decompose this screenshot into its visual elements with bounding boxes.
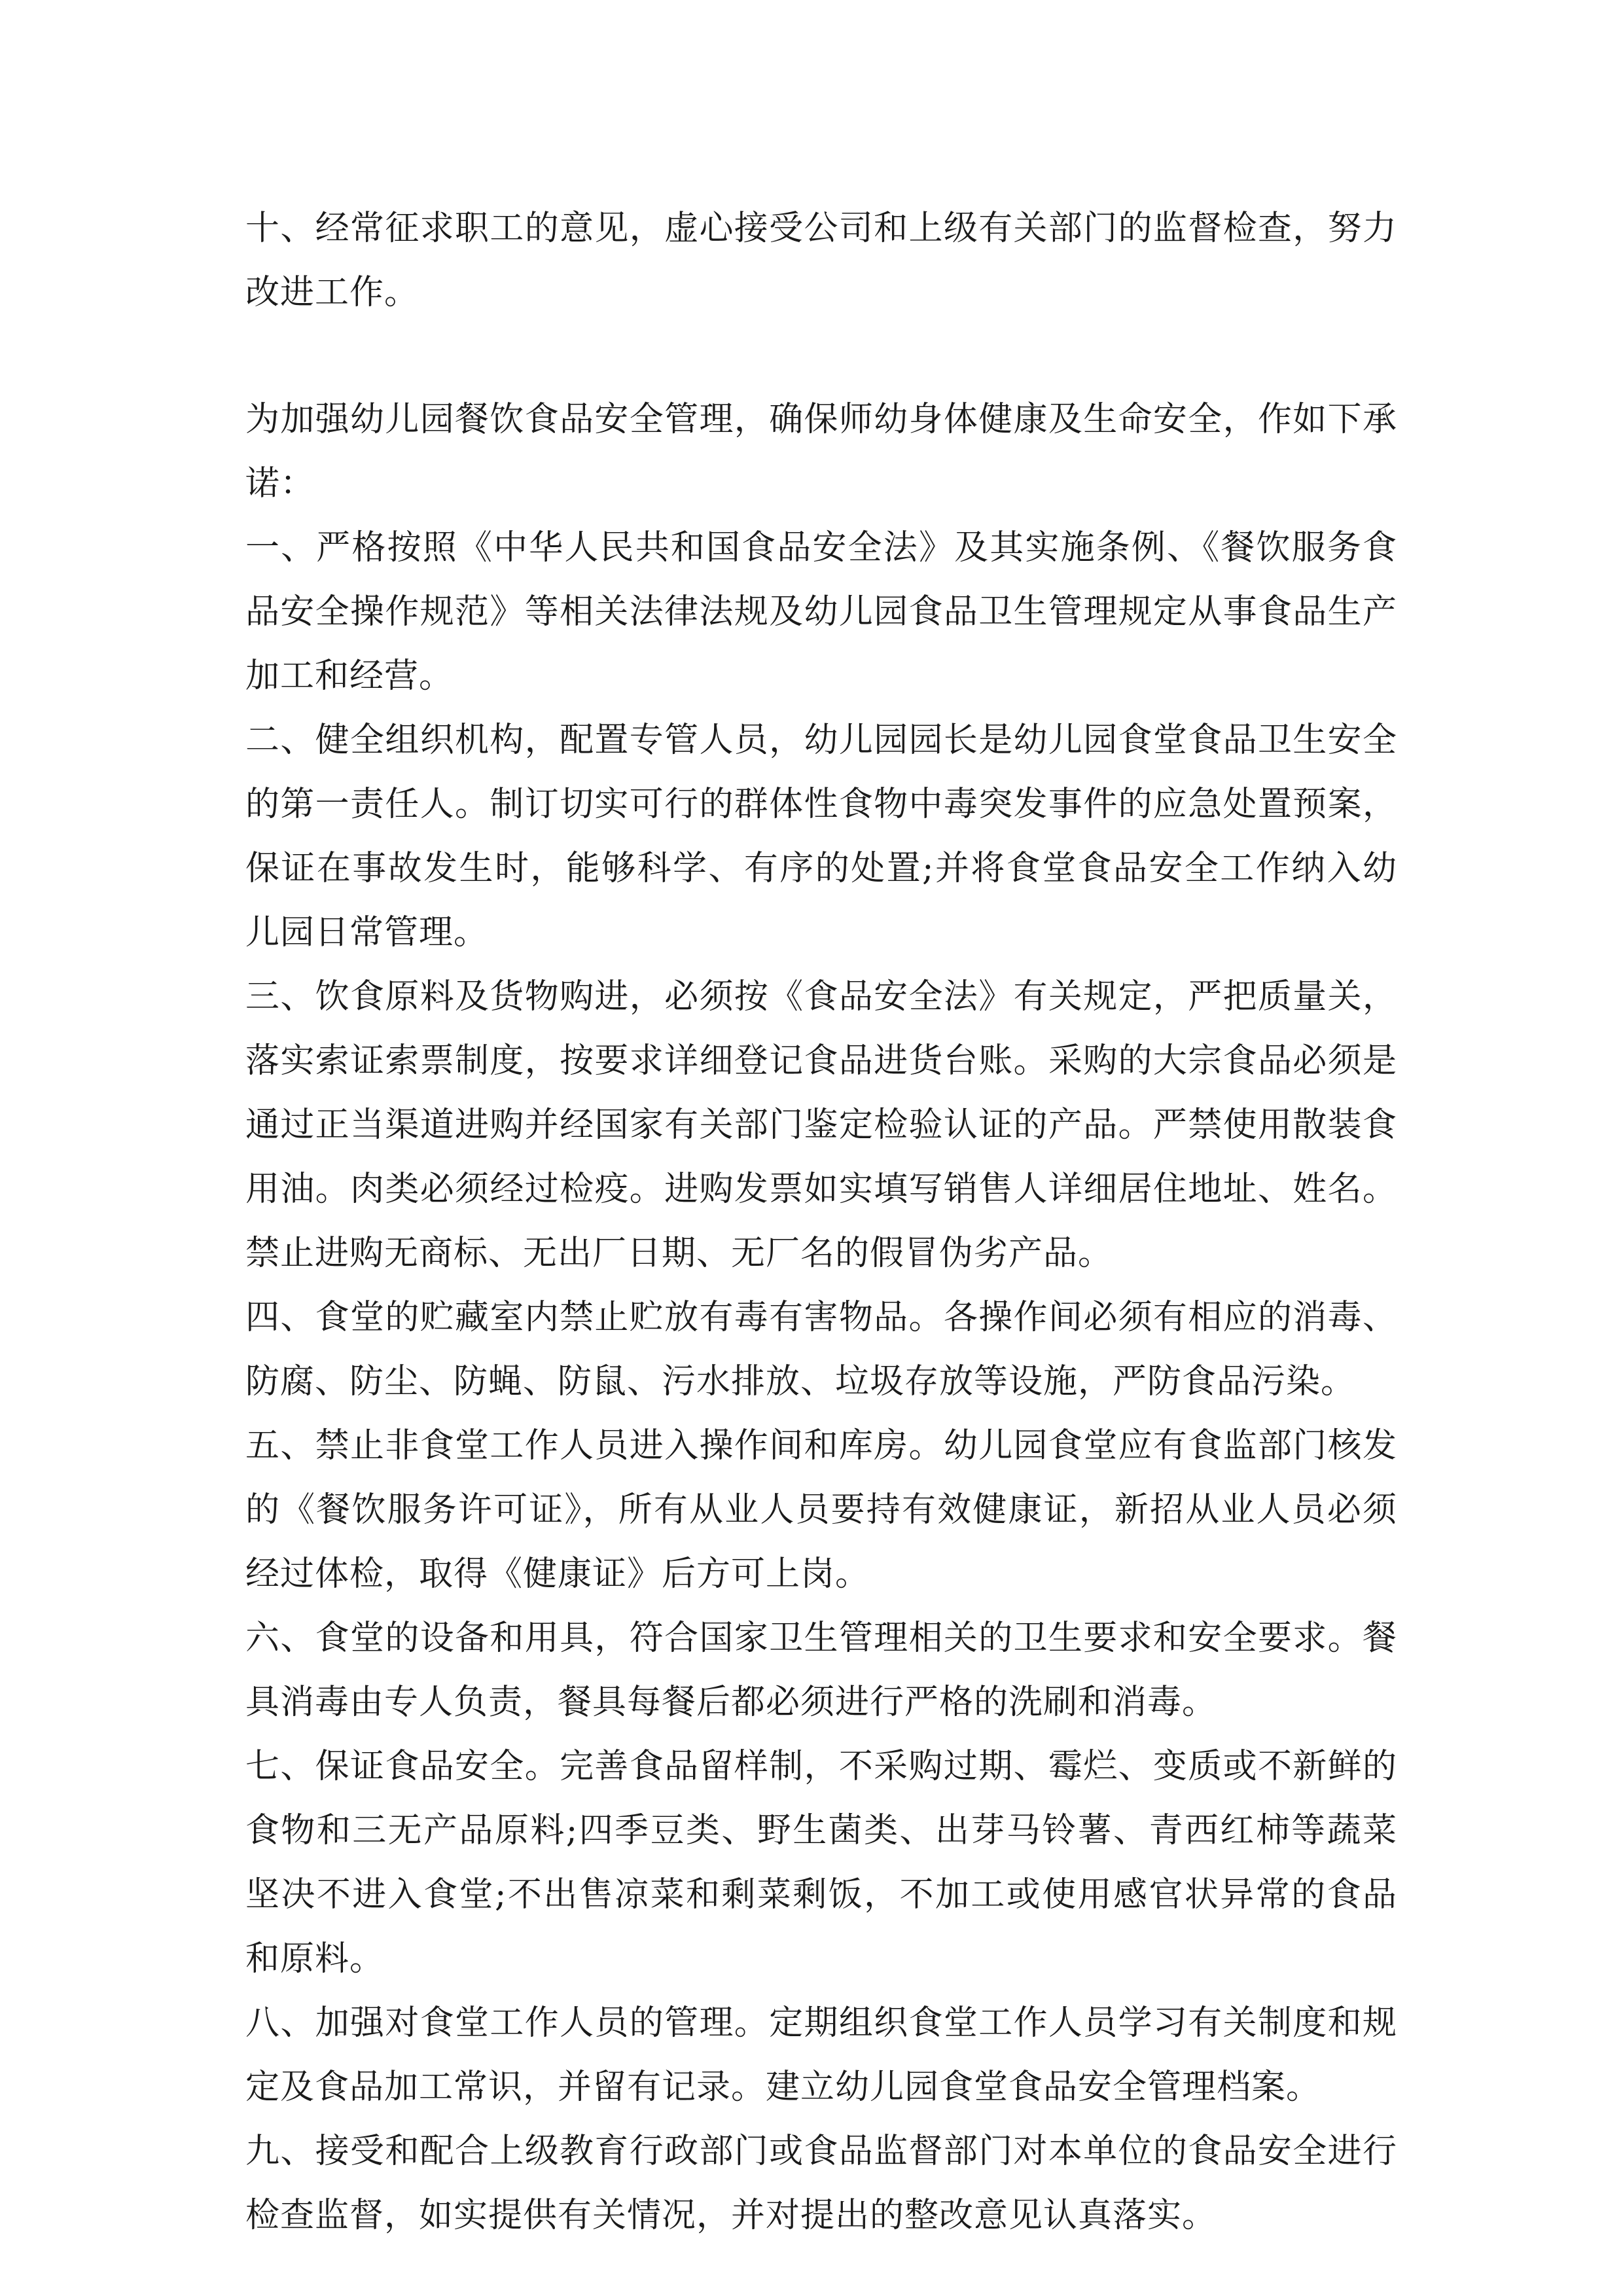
paragraph-ten: 十、经常征求职工的意见，虚心接受公司和上级有关部门的监督检查，努力改进工作。 [245, 209, 1397, 312]
list-item: 四、食堂的贮藏室内禁止贮放有毒有害物品。各操作间必须有相应的消毒、防腐、防尘、防蝇、防鼠、污水排放、垃圾存放等设施，严防食品污染。 [245, 1298, 1397, 1401]
commitment-section [245, 387, 1397, 2248]
top-section [245, 196, 1397, 325]
list-item: 七、保证食品安全。完善食品留样制，不采购过期、霉烂、变质或不新鲜的食物和三无产品原料;四季豆类、野生菌类、出芽马铃薯、青西红柿等蔬菜坚决不进入食堂;不出售凉菜和剩菜剩饭，不加工或使用感官状异常的食品和原料。 [245, 1747, 1397, 1979]
intro-paragraph: 为加强幼儿园餐饮食品安全管理，确保师幼身体健康及生命安全，作如下承诺： [245, 400, 1397, 503]
list-item: 八、加强对食堂工作人员的管理。定期组织食堂工作人员学习有关制度和规定及食品加工常识，并留有记录。建立幼儿园食堂食品安全管理档案。 [245, 2003, 1397, 2107]
list-item: 一、严格按照《中华人民共和国食品安全法》及其实施条例、《餐饮服务食品安全操作规范》等相关法律法规及幼儿园食品卫生管理规定从事食品生产加工和经营。 [245, 528, 1397, 696]
list-item: 九、接受和配合上级教育行政部门或食品监督部门对本单位的食品安全进行检查监督，如实提供有关情况，并对提出的整改意见认真落实。 [245, 2132, 1397, 2235]
list-item: 五、禁止非食堂工作人员进入操作间和库房。幼儿园食堂应有食监部门核发的《餐饮服务许可证》，所有从业人员要持有效健康证，新招从业人员必须经过体检，取得《健康证》后方可上岗。 [245, 1426, 1397, 1594]
list-item: 六、食堂的设备和用具，符合国家卫生管理相关的卫生要求和安全要求。餐具消毒由专人负责，餐具每餐后都必须进行严格的洗刷和消毒。 [245, 1619, 1397, 1722]
list-item: 三、饮食原料及货物购进，必须按《食品安全法》有关规定，严把质量关，落实索证索票制度，按要求详细登记食品进货台账。采购的大宗食品必须是通过正当渠道进购并经国家有关部门鉴定检验认证的产品。严禁使用散装食用油。肉类必须经过检疫。进购发票如实填写销售人详细居住地址、姓名。禁止进购无商标、无出厂日期、无厂名的假冒伪劣产品。 [245, 977, 1397, 1273]
list-item: 二、健全组织机构，配置专管人员，幼儿园园长是幼儿园食堂食品卫生安全的第一责任人。制订切实可行的群体性食物中毒突发事件的应急处置预案，保证在事故发生时，能够科学、有序的处置;并将食堂食品安全工作纳入幼儿园日常管理。 [245, 721, 1397, 952]
